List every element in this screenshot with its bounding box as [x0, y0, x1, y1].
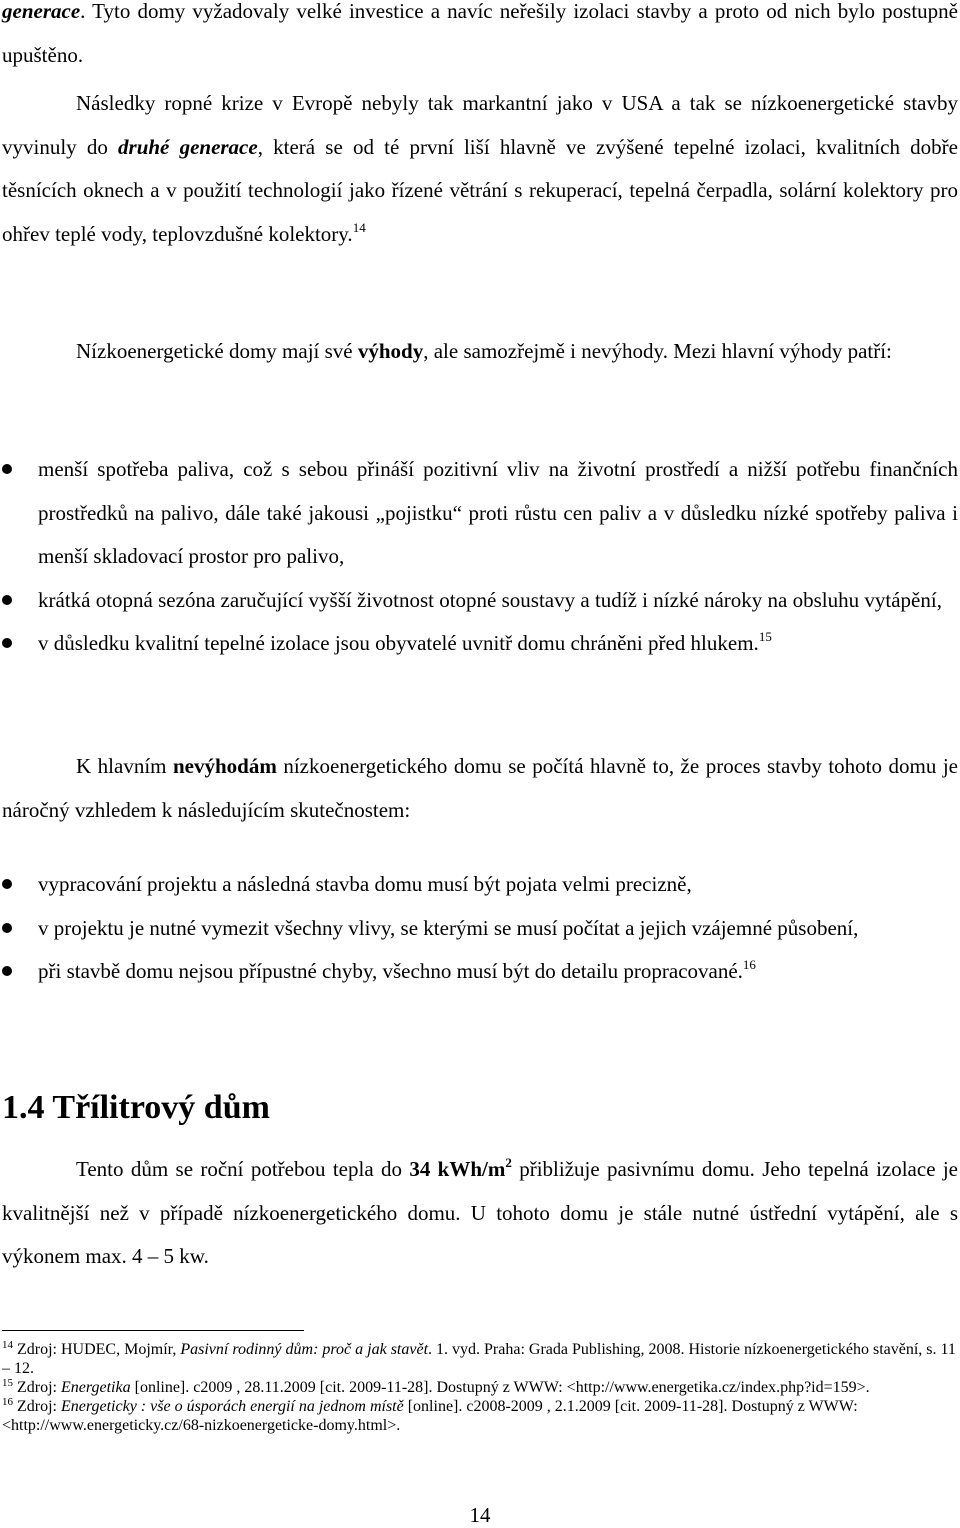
footnote: [2, 1378, 958, 1397]
footnote-text: Zdroj: HUDEC, Mojmír,: [13, 1341, 181, 1358]
footnote-text: [online]. c2009 , 28.11.2009 [cit. 2009-11-28]. Dostupný z WWW: <http://www.energetika.cz/index.php?id=159>.: [130, 1379, 870, 1396]
paragraph-text: K hlavním: [76, 754, 173, 778]
footnote-text: Zdroj:: [13, 1379, 61, 1396]
paragraph-text: Nízkoenergetické domy mají své: [76, 339, 358, 363]
paragraph-advantages-intro: [2, 330, 958, 374]
list-item-text: krátká otopná sezóna zaručující vyšší životnost otopné soustavy a tudíž i nízké nároky na obsluhu vytápění,: [38, 587, 942, 612]
paragraph-text: , která se od té první liší hlavně ve zvýšené tepelné izolaci, kvalitních dobře těsnících oknech a v použití technologií jako řízené větrání s rekuperací, tepelná čerpadla, solární kolektory pro ohřev teplé vody, teplovzdušné kolektory.: [2, 134, 958, 246]
paragraph-text: přibližuje pasivnímu domu. Jeho tepelná izolace je kvalitnější než v případě nízkoenergetického domu. U tohoto domu je stále nutné ústřední vytápění, ale s výkonem max. 4 – 5 kw.: [2, 1157, 959, 1268]
list-item-text: v projektu je nutné vymezit všechny vlivy, se kterými se musí počítat a jejich vzájemné působení,: [38, 915, 859, 940]
footnote-text: Zdroj:: [13, 1398, 61, 1415]
paragraph-text: , ale samozřejmě i nevýhody. Mezi hlavní výhody patří:: [423, 339, 892, 363]
emphasis-term: generace: [2, 0, 81, 23]
list-item: [0, 622, 958, 666]
paragraph-intro-continuation: [2, 0, 958, 77]
bullet-icon: [2, 464, 12, 474]
emphasis-term: 34 kWh/m: [409, 1157, 506, 1181]
paragraph-three-litre-house: [2, 1148, 958, 1279]
footnote-ref: 15: [758, 629, 772, 644]
list-item: [0, 448, 958, 579]
emphasis-term: nevýhodám: [172, 754, 277, 778]
list-item: [0, 579, 958, 623]
list-item-text: vypracování projektu a následná stavba domu musí být pojata velmi precizně,: [38, 872, 692, 896]
footnote-ref: 16: [742, 957, 756, 972]
footnote-ref: 14: [352, 219, 366, 235]
bullet-icon: [2, 595, 12, 605]
footnote-title: Energeticky : vše o úsporách energií na jednom místě: [61, 1398, 404, 1415]
list-item-text: v důsledku kvalitní tepelné izolace jsou obyvatelé uvnitř domu chráněni před hlukem.: [38, 631, 759, 655]
list-item: [0, 907, 958, 951]
bullet-icon: [2, 879, 12, 889]
footnote-number: 16: [2, 1396, 13, 1408]
footnote: [2, 1340, 958, 1378]
bullet-icon: [2, 923, 12, 933]
paragraph-text: Tento dům se roční potřebou tepla do: [76, 1157, 410, 1181]
bullet-icon: [2, 966, 12, 976]
footnote-title: Energetika: [61, 1379, 131, 1396]
footnote-text: [online]. c2008-2009 , 2.1.2009 [cit. 2009-11-28]. Dostupný z WWW: <http://www.energeticky.cz/68-nizkoenergeticke-domy.html>.: [2, 1398, 858, 1434]
footnote-title: Pasivní rodinný dům: proč a jak stavět: [180, 1341, 429, 1358]
footnote-number: 14: [2, 1339, 13, 1351]
paragraph-disadvantages-intro: [2, 745, 958, 832]
footnote-divider: [2, 1330, 304, 1331]
paragraph-oil-crisis: [2, 82, 958, 256]
list-item-text: menší spotřeba paliva, což s sebou přináší pozitivní vliv na životní prostředí a nižší potřebu finančních prostředků na palivo, dále také jakousi „pojistku“ proti růstu cen paliv a v důsledku nízké spotřeby paliva i menší skladovací prostor pro palivo,: [38, 457, 958, 568]
list-item-text: při stavbě domu nejsou přípustné chyby, všechno musí být do detailu propracované.: [38, 959, 743, 983]
footnote-text: . 1. vyd. Praha: Grada Publishing, 2008. Historie nízkoenergetického stavění, s. 11 – 12.: [2, 1341, 956, 1377]
page-number: 14: [469, 1503, 491, 1527]
bullet-icon: [2, 638, 12, 648]
disadvantages-list: [0, 863, 958, 994]
emphasis-term: druhé generace: [118, 134, 258, 159]
section-heading: 1.4 Třílitrový dům: [2, 1089, 270, 1126]
footnote-number: 15: [2, 1377, 13, 1389]
list-item: [0, 950, 958, 994]
paragraph-text: . Tyto domy vyžadovaly velké investice a navíc neřešily izolaci stavby a proto od nich bylo postupně upuštěno.: [2, 0, 958, 67]
footnote: [2, 1397, 958, 1435]
footnotes: [2, 1340, 958, 1435]
paragraph-text: Následky ropné krize v Evropě nebyly tak markantní jako v USA a tak se nízkoenergetické stavby vyvinuly do: [2, 91, 958, 159]
emphasis-term: výhody: [357, 339, 424, 363]
list-item: [0, 863, 958, 907]
paragraph-text: nízkoenergetického domu se počítá hlavně to, že proces stavby tohoto domu je náročný vzhledem k následujícím skutečnostem:: [2, 754, 958, 822]
superscript: 2: [505, 1155, 512, 1170]
advantages-list: [0, 448, 958, 666]
